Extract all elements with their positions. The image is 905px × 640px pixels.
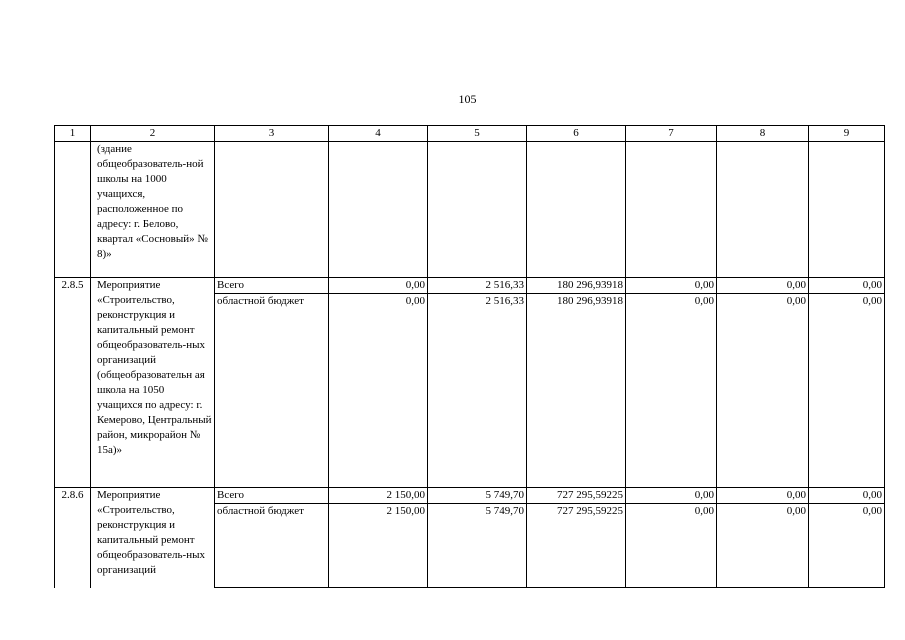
- value-cell: 5 749,70: [428, 488, 527, 504]
- item-code: [55, 142, 91, 278]
- value-cell: 0,00: [626, 504, 717, 588]
- value-cell: 0,00: [329, 278, 428, 294]
- column-header: 9: [809, 126, 885, 142]
- value-cell: 0,00: [809, 504, 885, 588]
- value-cell: 0,00: [329, 294, 428, 488]
- value-cell: 727 295,59225: [527, 504, 626, 588]
- value-cell: 0,00: [626, 278, 717, 294]
- item-description: Мероприятие «Строительство, реконструкция и капитальный ремонт общеобразователь-ных организаций: [91, 488, 215, 588]
- value-cell: 180 296,93918: [527, 294, 626, 488]
- funding-source: Всего: [215, 278, 329, 294]
- funding-source: областной бюджет: [215, 294, 329, 488]
- value-cell: 0,00: [809, 278, 885, 294]
- table-row: [55, 278, 885, 294]
- value-cell: 2 516,33: [428, 278, 527, 294]
- header-row: [55, 126, 885, 142]
- value-cell: 5 749,70: [428, 504, 527, 588]
- value-cell: 0,00: [717, 504, 809, 588]
- table-row: [55, 142, 885, 278]
- column-header: 8: [717, 126, 809, 142]
- empty-cell: [428, 142, 527, 278]
- empty-cell: [527, 142, 626, 278]
- table-row: [55, 488, 885, 504]
- item-code: 2.8.6: [55, 488, 91, 588]
- empty-cell: [215, 142, 329, 278]
- value-cell: 0,00: [717, 294, 809, 488]
- column-header: 2: [91, 126, 215, 142]
- value-cell: 0,00: [717, 488, 809, 504]
- item-code: 2.8.5: [55, 278, 91, 488]
- value-cell: 0,00: [626, 488, 717, 504]
- value-cell: 180 296,93918: [527, 278, 626, 294]
- value-cell: 0,00: [626, 294, 717, 488]
- empty-cell: [809, 142, 885, 278]
- item-description: (здание общеобразователь-ной школы на 1000 учащихся, расположенное по адресу: г. Белово, квартал «Сосновый» № 8)»: [91, 142, 215, 278]
- column-header: 6: [527, 126, 626, 142]
- budget-table: [54, 125, 885, 588]
- item-description: Мероприятие «Строительство, реконструкция и капитальный ремонт общеобразователь-ных организаций (общеобразовательн ая школа на 1050 учащихся по адресу: г. Кемерово, Центральный район, микрорайон № 15а)»: [91, 278, 215, 488]
- value-cell: 0,00: [809, 488, 885, 504]
- column-header: 7: [626, 126, 717, 142]
- value-cell: 2 516,33: [428, 294, 527, 488]
- column-header: 5: [428, 126, 527, 142]
- column-header: 1: [55, 126, 91, 142]
- empty-cell: [717, 142, 809, 278]
- value-cell: 0,00: [809, 294, 885, 488]
- value-cell: 0,00: [717, 278, 809, 294]
- column-header: 3: [215, 126, 329, 142]
- value-cell: 727 295,59225: [527, 488, 626, 504]
- empty-cell: [329, 142, 428, 278]
- column-header: 4: [329, 126, 428, 142]
- empty-cell: [626, 142, 717, 278]
- page-number: 105: [458, 92, 477, 106]
- value-cell: 2 150,00: [329, 504, 428, 588]
- value-cell: 2 150,00: [329, 488, 428, 504]
- funding-source: областной бюджет: [215, 504, 329, 588]
- funding-source: Всего: [215, 488, 329, 504]
